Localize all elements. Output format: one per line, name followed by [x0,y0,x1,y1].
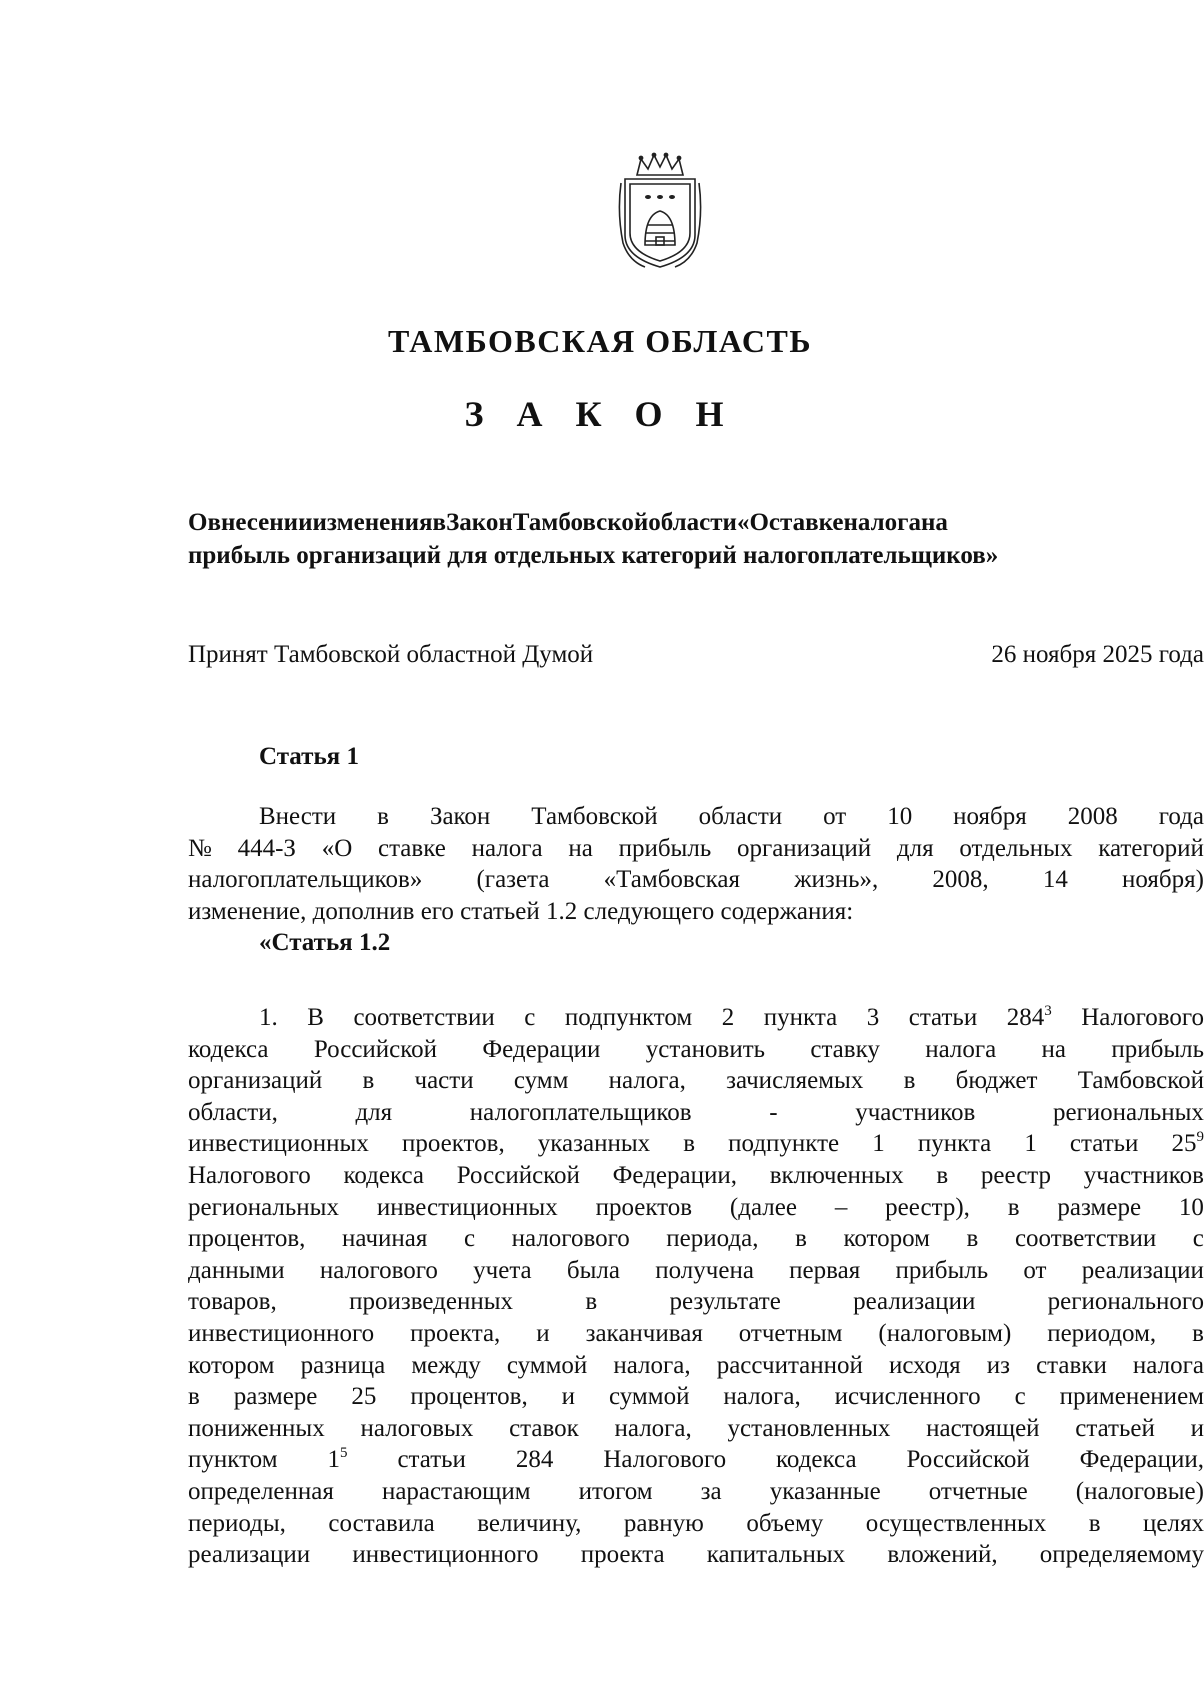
clause-line: котором разница между суммой налога, рассчитанной исходя из ставки налога [188,1351,1204,1379]
region-heading: ТАМБОВСКАЯ ОБЛАСТЬ [388,323,812,359]
clause-line: инвестиционного проекта, и заканчивая отчетным (налоговым) периодом, в [188,1319,1204,1347]
clause-line: данными налогового учета была получена первая прибыль от реализации [188,1256,1204,1284]
clause-1-text [188,1002,1204,1571]
adopted-by: Принят Тамбовской областной Думой [188,641,594,668]
clause-line: товаров, произведенных в результате реализации регионального [188,1288,1204,1316]
article-1-line: № 444-З «О ставке налога на прибыль организаций для отдельных категорий [188,834,1204,862]
clause-line: региональных инвестиционных проектов (далее – реестр), в размере 10 [188,1193,1204,1221]
law-title [188,506,1204,572]
clause-line: в размере 25 процентов, и суммой налога, исчисленного с применением [188,1383,1204,1411]
clause-line: инвестиционных проектов, указанных в подпункте 1 пункта 1 статьи $25^9$ [188,1129,1204,1158]
new-article-heading: «Статья 1.2 [259,929,391,957]
clause-line: определенная нарастающим итогом за указанные отчетные (налоговые) [188,1477,1204,1505]
clause-line: реализации инвестиционного проекта капитальных вложений, определяемому [188,1541,1204,1569]
clause-line: 1. В соответствии с подпунктом 2 пункта 3 статьи $284^3$ Налогового [259,1003,1204,1031]
article-1-line: изменение, дополнив его статьей 1.2 следующего содержания: [188,897,854,925]
clause-line: пониженных налоговых ставок налога, установленных настоящей статьей и [188,1414,1204,1442]
coat-of-arms-emblem [615,153,705,271]
clause-line: пунктом $1^5$ статьи 284 Налогового кодекса Российской Федерации, [188,1445,1204,1474]
law-title-line-2: прибыль организаций для отдельных категорий налогоплательщиков» [188,542,999,569]
law-title-line-1: ОвнесенииизменениявЗаконТамбовскойобласти«Оставкеналогана [188,509,948,536]
article-1-text [188,801,1204,959]
adoption-date: 26 ноября 2025 года [991,641,1204,668]
clause-line: организаций в части сумм налога, зачисляемых в бюджет Тамбовской [188,1067,1204,1095]
adoption-line [188,638,1204,671]
document-type-heading: З А К О Н [464,394,736,434]
clause-line: Налогового кодекса Российской Федерации, включенных в реестр участников [188,1161,1204,1189]
clause-line: области, для налогоплательщиков - участников региональных [188,1098,1204,1126]
clause-line: кодекса Российской Федерации установить ставку налога на прибыль [188,1035,1204,1063]
clause-line: процентов, начиная с налогового периода, в котором в соответствии с [188,1225,1204,1253]
article-1-line: Внести в Закон Тамбовской области от 10 ноября 2008 года [259,803,1204,830]
clause-line: периоды, составила величину, равную объему осуществленных в целях [188,1509,1204,1537]
article-1-line: налогоплательщиков» (газета «Тамбовская жизнь», 2008, 14 ноября) [188,866,1204,894]
article-1-heading: Статья 1 [259,743,359,770]
